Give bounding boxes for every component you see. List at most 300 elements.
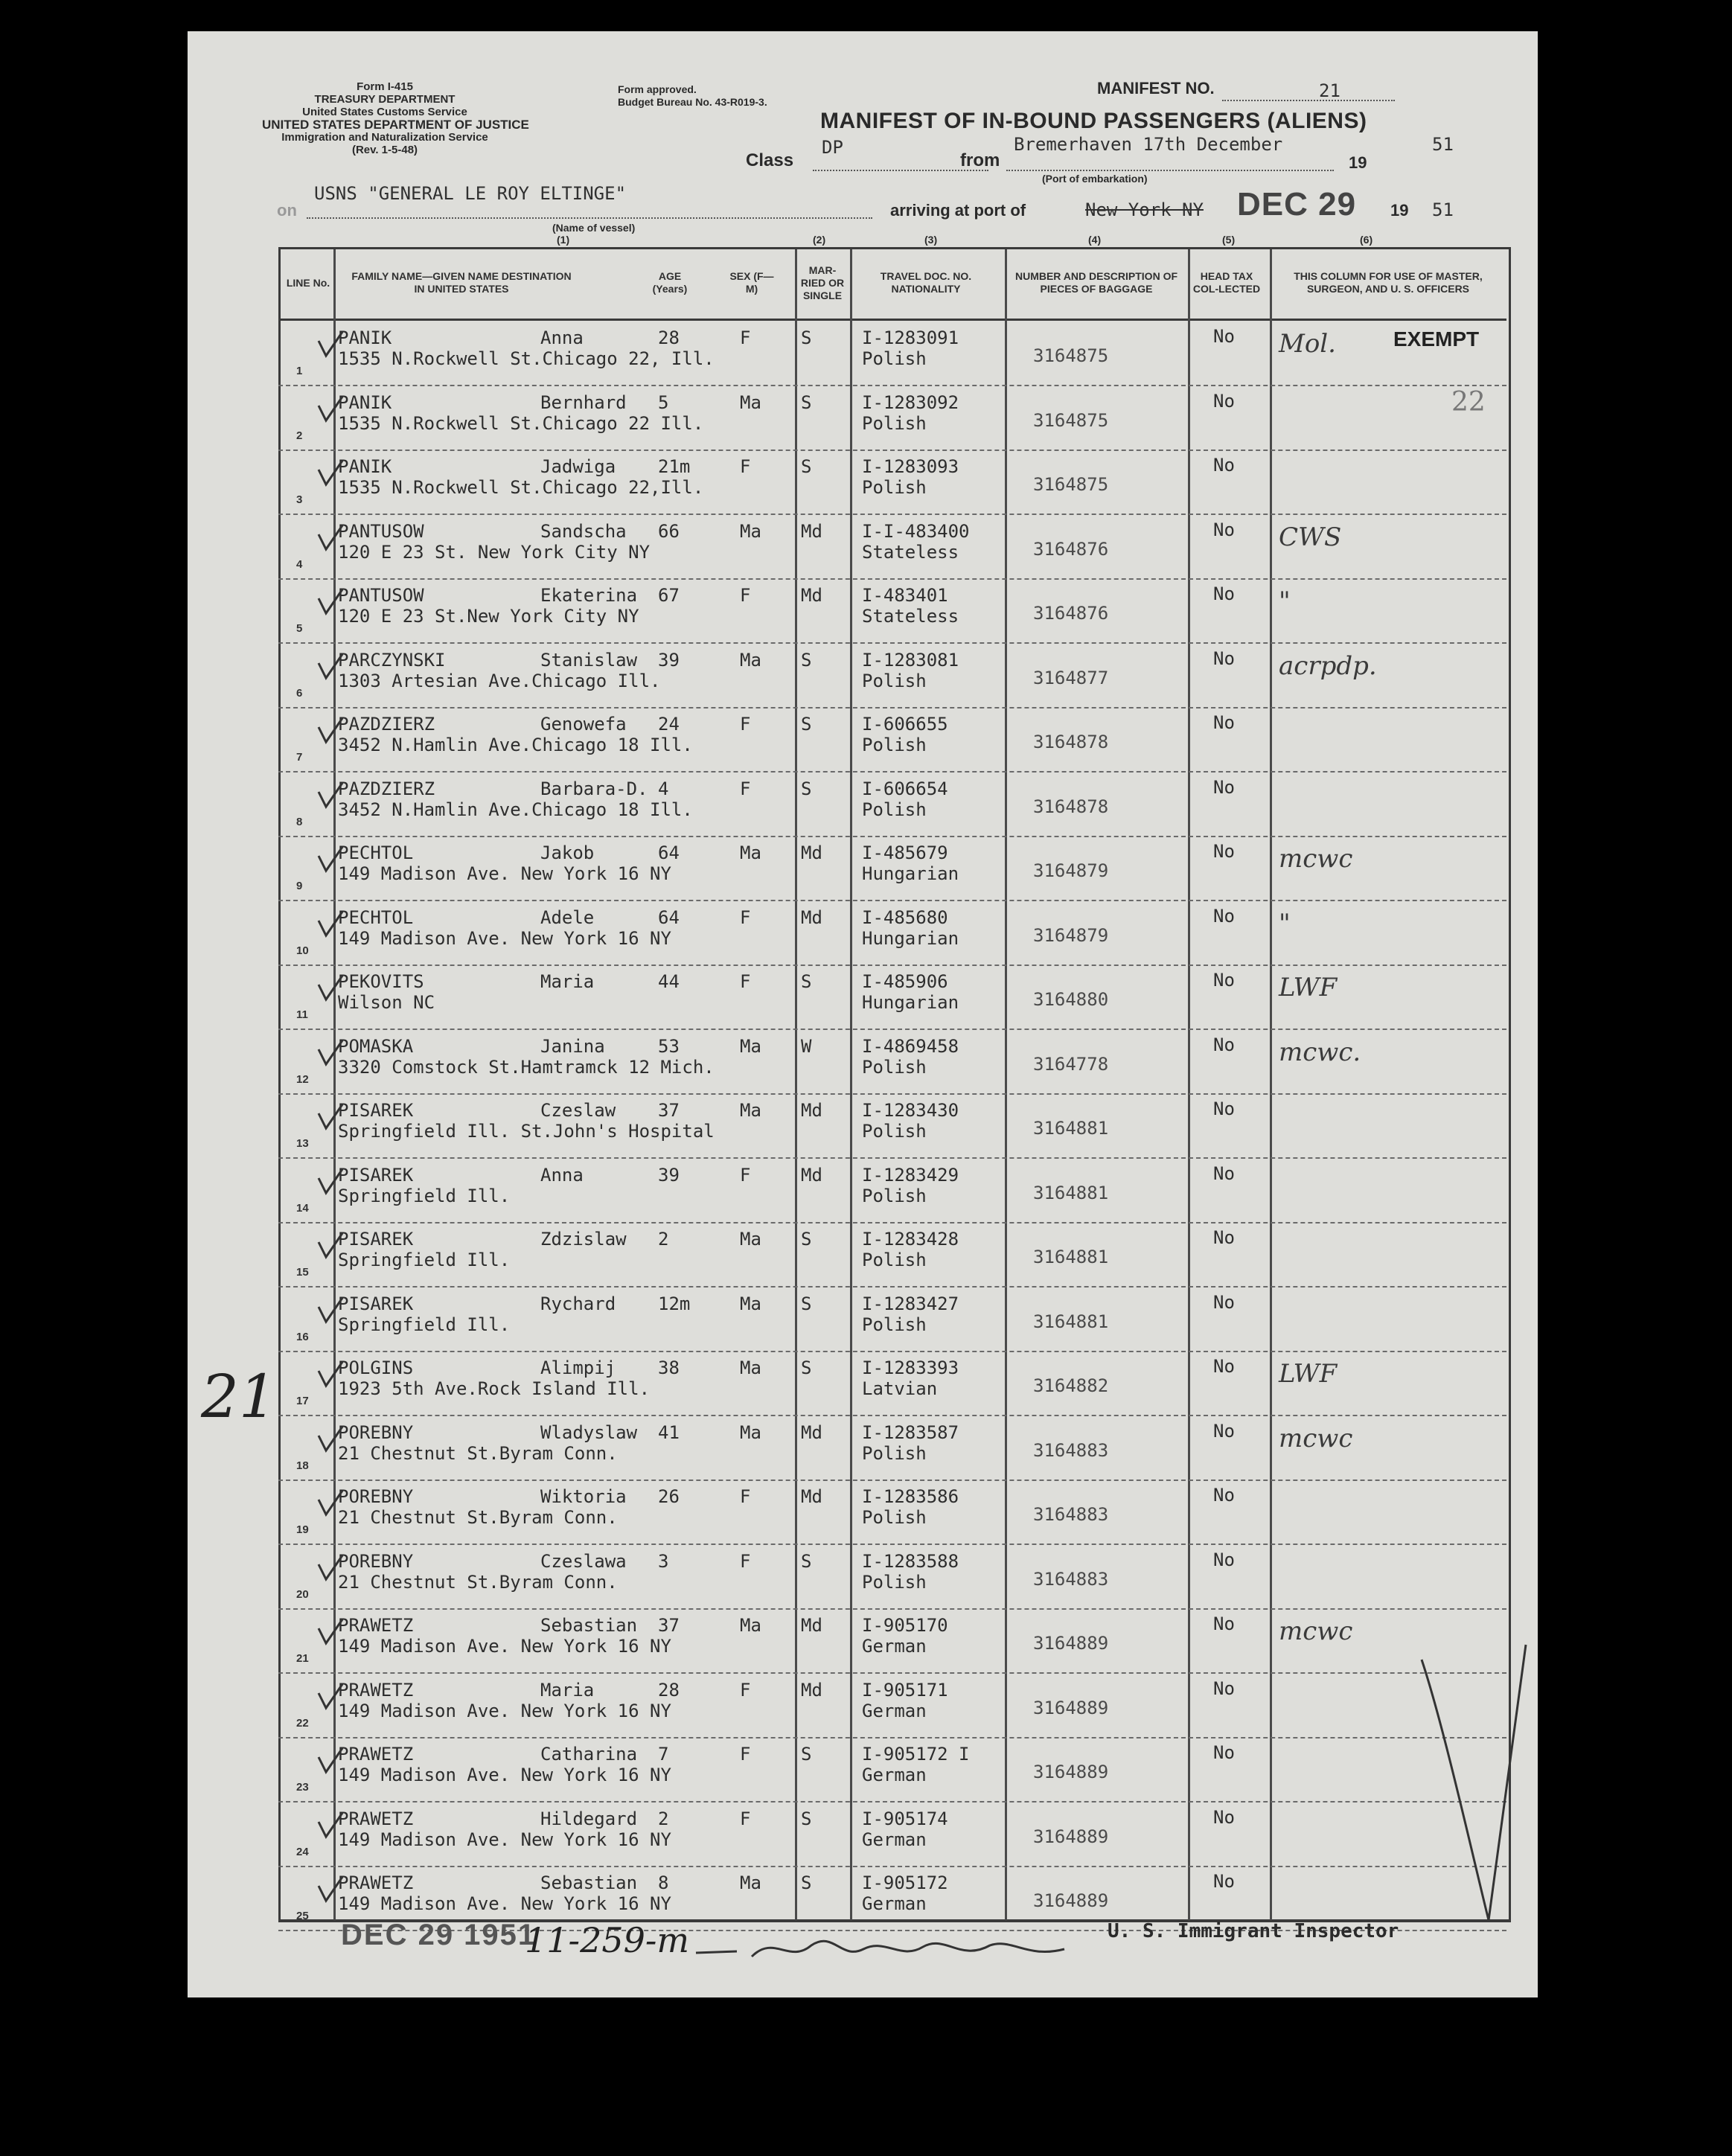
age: 28 [658, 327, 680, 348]
table-row [278, 385, 1506, 451]
line-number: 22 [296, 1717, 309, 1730]
baggage-number: 3164881 [1033, 1118, 1109, 1139]
destination-address: 149 Madison Ave. New York 16 NY [338, 1701, 671, 1721]
nationality: German [862, 1829, 927, 1850]
destination-address: 149 Madison Ave. New York 16 NY [338, 928, 671, 949]
nationality: Stateless [862, 542, 959, 563]
destination-address: 149 Madison Ave. New York 16 NY [338, 863, 671, 884]
check-mark-icon [316, 395, 345, 425]
head-tax: No [1213, 906, 1235, 927]
sex: F [740, 1486, 751, 1507]
budget-bureau: Budget Bureau No. 43-R019-3. [618, 96, 767, 108]
family-name: PECHTOL [338, 907, 414, 928]
table-row [278, 835, 1506, 901]
marital-status: S [801, 1293, 812, 1314]
head-tax: No [1213, 1034, 1235, 1055]
destination-address: 3452 N.Hamlin Ave.Chicago 18 Ill. [338, 799, 693, 820]
travel-doc-no: I-905170 [862, 1615, 948, 1636]
vessel-line [307, 217, 872, 219]
col-header-baggage: NUMBER AND DESCRIPTION OF PIECES OF BAGGAGE [1014, 270, 1178, 295]
travel-doc-no: I-905174 [862, 1808, 948, 1829]
family-name: PARCZYNSKI [338, 650, 446, 671]
head-tax: No [1213, 455, 1235, 476]
port-caption: (Port of embarkation) [1042, 173, 1148, 185]
sex: F [740, 1808, 751, 1829]
age: 5 [658, 392, 669, 413]
check-mark-icon [316, 1360, 345, 1390]
given-name: Sandscha [540, 521, 627, 542]
baggage-number: 3164883 [1033, 1440, 1109, 1461]
baggage-number: 3164876 [1033, 603, 1109, 624]
marital-status: S [801, 778, 812, 799]
officer-note: " [1279, 586, 1291, 616]
baggage-number: 3164875 [1033, 410, 1109, 431]
baggage-number: 3164883 [1033, 1569, 1109, 1590]
sex: Ma [740, 1357, 761, 1378]
head-tax: No [1213, 1485, 1235, 1506]
table-row [278, 1479, 1506, 1545]
line-number: 9 [296, 880, 303, 892]
on-label: on [277, 201, 297, 220]
line-number: 16 [296, 1331, 309, 1343]
table-row [278, 1736, 1506, 1802]
form-revision: (Rev. 1-5-48) [351, 144, 418, 156]
family-name: POLGINS [338, 1357, 414, 1378]
given-name: Anna [540, 327, 584, 348]
age: 67 [658, 585, 680, 606]
sex: Ma [740, 650, 761, 671]
check-mark-icon [316, 1618, 345, 1648]
age: 37 [658, 1100, 680, 1121]
table-row [278, 1029, 1506, 1095]
line-number: 23 [296, 1781, 309, 1794]
col-header-travel: TRAVEL DOC. NO. NATIONALITY [880, 270, 972, 295]
age: 64 [658, 907, 680, 928]
line-number: 18 [296, 1459, 309, 1472]
table-row [278, 771, 1506, 837]
sex: F [740, 585, 751, 606]
marital-status: S [801, 650, 812, 671]
marital-status: Md [801, 1486, 822, 1507]
baggage-number: 3164881 [1033, 1183, 1109, 1203]
table-row [278, 1157, 1506, 1223]
check-mark-icon [316, 1811, 345, 1841]
destination-address: 149 Madison Ave. New York 16 NY [338, 1829, 671, 1850]
travel-doc-no: I-485680 [862, 907, 948, 928]
given-name: Barbara-D. [540, 778, 648, 799]
destination-address: 1535 N.Rockwell St.Chicago 22, Ill. [338, 348, 715, 369]
check-mark-icon [316, 845, 345, 875]
destination-address: 120 E 23 St.New York City NY [338, 606, 639, 627]
travel-doc-no: I-1283588 [862, 1551, 959, 1572]
check-mark-icon [316, 330, 345, 360]
check-mark-icon [316, 588, 345, 618]
given-name: Maria [540, 971, 595, 992]
from-value: Bremerhaven 17th December [1014, 134, 1283, 155]
marital-status: S [801, 1744, 812, 1765]
age: 12m [658, 1293, 691, 1314]
given-name: Rychard [540, 1293, 616, 1314]
officer-note: mcwc [1279, 1424, 1353, 1453]
travel-doc-no: I-905172 [862, 1872, 948, 1893]
given-name: Catharina [540, 1744, 638, 1765]
family-name: PAZDZIERZ [338, 778, 435, 799]
line-number: 24 [296, 1846, 309, 1858]
check-mark-icon [316, 1296, 345, 1326]
table-row [278, 1672, 1506, 1738]
head-tax: No [1213, 519, 1235, 540]
check-mark-icon [316, 1103, 345, 1133]
col-number-3: (3) [924, 234, 938, 246]
line-number: 11 [296, 1008, 308, 1021]
line-number: 2 [296, 429, 303, 442]
head-tax: No [1213, 1742, 1235, 1763]
nationality: Polish [862, 1250, 927, 1270]
line-number: 3 [296, 493, 303, 506]
family-name: PRAWETZ [338, 1615, 414, 1636]
destination-address: 120 E 23 St. New York City NY [338, 542, 651, 563]
vessel-name: USNS "GENERAL LE ROY ELTINGE" [314, 183, 627, 204]
given-name: Jakob [540, 842, 595, 863]
marital-status: S [801, 392, 812, 413]
marital-status: S [801, 327, 812, 348]
check-mark-icon [316, 1683, 345, 1712]
travel-doc-no: I-1283092 [862, 392, 959, 413]
age: 39 [658, 1165, 680, 1186]
family-name: PAZDZIERZ [338, 714, 435, 735]
line-number: 12 [296, 1073, 309, 1086]
family-name: PANTUSOW [338, 521, 424, 542]
marital-status: Md [801, 1680, 822, 1701]
signature-mark [692, 1931, 1079, 1968]
officer-check-stroke [1414, 1637, 1533, 1950]
age: 66 [658, 521, 680, 542]
sex: Ma [740, 1422, 761, 1443]
manifest-title: MANIFEST OF IN-BOUND PASSENGERS (ALIENS) [820, 109, 1367, 133]
manifest-no-line [1222, 100, 1395, 101]
given-name: Janina [540, 1036, 605, 1057]
baggage-number: 3164883 [1033, 1504, 1109, 1525]
check-mark-icon [316, 781, 345, 811]
given-name: Anna [540, 1165, 584, 1186]
baggage-number: 3164889 [1033, 1698, 1109, 1718]
age: 28 [658, 1680, 680, 1701]
head-tax: No [1213, 1871, 1235, 1892]
given-name: Genowefa [540, 714, 627, 735]
age: 53 [658, 1036, 680, 1057]
family-name: PECHTOL [338, 842, 414, 863]
destination-address: 149 Madison Ave. New York 16 NY [338, 1765, 671, 1785]
sex: F [740, 1551, 751, 1572]
line-number: 21 [296, 1652, 309, 1665]
line-number: 13 [296, 1137, 309, 1150]
form-approved: Form approved. [618, 83, 697, 95]
marital-status: S [801, 714, 812, 735]
family-name: PANIK [338, 327, 392, 348]
destination-address: Springfield Ill. [338, 1250, 511, 1270]
age: 64 [658, 842, 680, 863]
table-row [278, 964, 1506, 1030]
head-tax: No [1213, 1163, 1235, 1184]
destination-address: 21 Chestnut St.Byram Conn. [338, 1507, 618, 1528]
arriving-label: arriving at port of [890, 201, 1026, 220]
destination-address: 21 Chestnut St.Byram Conn. [338, 1572, 618, 1593]
head-tax: No [1213, 1098, 1235, 1119]
baggage-number: 3164877 [1033, 668, 1109, 688]
col-header-age: AGE (Years) [652, 270, 688, 295]
line-number: 6 [296, 687, 303, 700]
destination-address: 1923 5th Ave.Rock Island Ill. [338, 1378, 651, 1399]
col-header-name: FAMILY NAME—GIVEN NAME DESTINATION IN UNITED STATES [351, 270, 572, 295]
age: 21m [658, 456, 691, 477]
line-number: 14 [296, 1202, 309, 1215]
line-number: 1 [296, 365, 303, 377]
justice-dept: UNITED STATES DEPARTMENT OF JUSTICE [262, 118, 529, 132]
table-row [278, 1608, 1506, 1674]
nationality: Polish [862, 1314, 927, 1335]
check-mark-icon [316, 524, 345, 554]
vessel-caption: (Name of vessel) [552, 222, 636, 234]
baggage-number: 3164879 [1033, 860, 1109, 881]
table-row [278, 1093, 1506, 1159]
baggage-number: 3164878 [1033, 796, 1109, 817]
destination-address: 3452 N.Hamlin Ave.Chicago 18 Ill. [338, 735, 693, 755]
line-number: 17 [296, 1395, 309, 1407]
nationality: Polish [862, 1121, 927, 1142]
table-row [278, 514, 1506, 580]
marital-status: W [801, 1036, 812, 1057]
family-name: PEKOVITS [338, 971, 424, 992]
family-name: PRAWETZ [338, 1680, 414, 1701]
table-row [278, 706, 1506, 772]
destination-address: 149 Madison Ave. New York 16 NY [338, 1893, 671, 1914]
age: 41 [658, 1422, 680, 1443]
marital-status: Md [801, 907, 822, 928]
check-mark-icon [316, 653, 345, 682]
baggage-number: 3164881 [1033, 1311, 1109, 1332]
destination-address: 149 Madison Ave. New York 16 NY [338, 1636, 671, 1657]
margin-number-21: 21 [201, 1362, 277, 1431]
baggage-number: 3164889 [1033, 1762, 1109, 1782]
officer-note: acrpdp. [1279, 651, 1377, 681]
nationality: Polish [862, 1507, 927, 1528]
destination-address: Wilson NC [338, 992, 435, 1013]
travel-doc-no: I-1283081 [862, 650, 959, 671]
baggage-number: 3164889 [1033, 1890, 1109, 1911]
from-label: from [960, 150, 1000, 170]
col-header-married: MAR-RIED OR SINGLE [800, 263, 845, 301]
table-row [278, 1544, 1506, 1610]
table-row [278, 578, 1506, 644]
col-header-sex: SEX (F—M) [729, 270, 774, 295]
marital-status: S [801, 456, 812, 477]
head-tax: No [1213, 1292, 1235, 1313]
arriving-port: New York NY [1085, 199, 1204, 220]
destination-address: Springfield Ill. [338, 1314, 511, 1335]
sex: F [740, 971, 751, 992]
sex: Ma [740, 1229, 761, 1250]
age: 4 [658, 778, 669, 799]
nationality: Polish [862, 1057, 927, 1078]
line-number: 15 [296, 1266, 309, 1279]
travel-doc-no: I-483401 [862, 585, 948, 606]
sex: Ma [740, 1615, 761, 1636]
family-name: PANIK [338, 392, 392, 413]
from-line [1006, 170, 1334, 171]
form-number: Form I-415 [357, 80, 413, 93]
travel-doc-no: I-1283586 [862, 1486, 959, 1507]
family-name: POREBNY [338, 1551, 414, 1572]
marital-status: S [801, 1872, 812, 1893]
given-name: Zdzislaw [540, 1229, 627, 1250]
head-tax: No [1213, 391, 1235, 412]
baggage-number: 3164878 [1033, 732, 1109, 752]
age: 8 [658, 1872, 669, 1893]
arrival-year-prefix: 19 [1390, 201, 1409, 220]
check-mark-icon [316, 1425, 345, 1455]
family-name: PISAREK [338, 1293, 414, 1314]
baggage-number: 3164876 [1033, 539, 1109, 560]
officer-note: Mol. [1279, 329, 1336, 359]
officer-note: mcwc [1279, 1616, 1353, 1646]
customs-service: United States Customs Service [302, 106, 467, 118]
check-mark-icon [316, 717, 345, 746]
col-number-2: (2) [813, 234, 826, 246]
destination-address: Springfield Ill. St.John's Hospital [338, 1121, 715, 1142]
travel-doc-no: I-1283429 [862, 1165, 959, 1186]
sex: Ma [740, 1293, 761, 1314]
sex: F [740, 714, 751, 735]
nationality: Polish [862, 735, 927, 755]
nationality: Polish [862, 671, 927, 691]
age: 38 [658, 1357, 680, 1378]
head-tax: No [1213, 1356, 1235, 1377]
age: 26 [658, 1486, 680, 1507]
baggage-number: 3164882 [1033, 1375, 1109, 1396]
inspector-title: U. S. Immigrant Inspector [1108, 1920, 1399, 1942]
col-number-4: (4) [1088, 234, 1102, 246]
baggage-number: 3164889 [1033, 1633, 1109, 1654]
head-tax: No [1213, 841, 1235, 862]
officer-note: " [1279, 909, 1291, 938]
nationality: German [862, 1701, 927, 1721]
marital-status: S [801, 1357, 812, 1378]
marital-status: S [801, 1229, 812, 1250]
col-header-line: LINE No. [286, 276, 330, 289]
family-name: PISAREK [338, 1229, 414, 1250]
check-mark-icon [316, 1489, 345, 1519]
check-mark-icon [316, 1747, 345, 1776]
given-name: Czeslawa [540, 1551, 627, 1572]
nationality: German [862, 1765, 927, 1785]
head-tax: No [1213, 712, 1235, 733]
given-name: Bernhard [540, 392, 627, 413]
ins-service: Immigration and Naturalization Service [281, 131, 488, 144]
destination-address: Springfield Ill. [338, 1186, 511, 1206]
travel-doc-no: I-1283393 [862, 1357, 959, 1378]
footer-date-stamp: DEC 29 1951 [341, 1919, 537, 1951]
line-number: 20 [296, 1588, 309, 1601]
sex: Ma [740, 1100, 761, 1121]
travel-doc-no: I-606654 [862, 778, 948, 799]
col-number-1: (1) [557, 234, 570, 246]
travel-doc-no: I-485906 [862, 971, 948, 992]
travel-doc-no: I-1283093 [862, 456, 959, 477]
head-tax: No [1213, 970, 1235, 991]
class-label: Class [746, 150, 794, 170]
marital-status: Md [801, 842, 822, 863]
destination-address: 1535 N.Rockwell St.Chicago 22 Ill. [338, 413, 704, 434]
table-row [278, 900, 1506, 966]
nationality: Polish [862, 413, 927, 434]
sex: Ma [740, 521, 761, 542]
sex: F [740, 778, 751, 799]
travel-doc-no: I-905172 I [862, 1744, 970, 1765]
travel-doc-no: I-1283427 [862, 1293, 959, 1314]
head-tax: No [1213, 648, 1235, 669]
baggage-number: 3164881 [1033, 1247, 1109, 1267]
baggage-number: 3164875 [1033, 474, 1109, 495]
marital-status: S [801, 1808, 812, 1829]
table-row [278, 1415, 1506, 1481]
baggage-number: 3164778 [1033, 1054, 1109, 1075]
travel-doc-no: I-1283587 [862, 1422, 959, 1443]
col-number-6: (6) [1360, 234, 1373, 246]
nationality: Latvian [862, 1378, 938, 1399]
age: 2 [658, 1808, 669, 1829]
marital-status: S [801, 971, 812, 992]
family-name: POREBNY [338, 1486, 414, 1507]
nationality: Hungarian [862, 928, 959, 949]
given-name: Hildegard [540, 1808, 638, 1829]
nationality: Polish [862, 348, 927, 369]
check-mark-icon [316, 1039, 345, 1069]
baggage-number: 3164879 [1033, 925, 1109, 946]
table-row [278, 1286, 1506, 1352]
page-number-22: 22 [1451, 387, 1486, 418]
head-tax: No [1213, 583, 1235, 604]
marital-status: Md [801, 521, 822, 542]
sex: F [740, 907, 751, 928]
marital-status: Md [801, 585, 822, 606]
family-name: PISAREK [338, 1100, 414, 1121]
given-name: Czeslaw [540, 1100, 616, 1121]
travel-doc-no: I-485679 [862, 842, 948, 863]
col-header-headtax: HEAD TAX COL-LECTED [1192, 270, 1261, 295]
travel-doc-no: I-1283091 [862, 327, 959, 348]
nationality: German [862, 1893, 927, 1914]
check-mark-icon [316, 459, 345, 489]
age: 7 [658, 1744, 669, 1765]
check-mark-icon [316, 974, 345, 1004]
table-row [278, 449, 1506, 515]
line-number: 10 [296, 944, 309, 957]
age: 39 [658, 650, 680, 671]
head-tax: No [1213, 1807, 1235, 1828]
year-prefix: 19 [1349, 153, 1367, 172]
nationality: Stateless [862, 606, 959, 627]
form-header-block [262, 80, 529, 156]
head-tax: No [1213, 777, 1235, 798]
travel-doc-no: I-905171 [862, 1680, 948, 1701]
age: 24 [658, 714, 680, 735]
nationality: Hungarian [862, 992, 959, 1013]
travel-doc-no: I-4869458 [862, 1036, 959, 1057]
form-approval [618, 83, 767, 109]
sex: Ma [740, 1036, 761, 1057]
given-name: Wladyslaw [540, 1422, 638, 1443]
age: 2 [658, 1229, 669, 1250]
